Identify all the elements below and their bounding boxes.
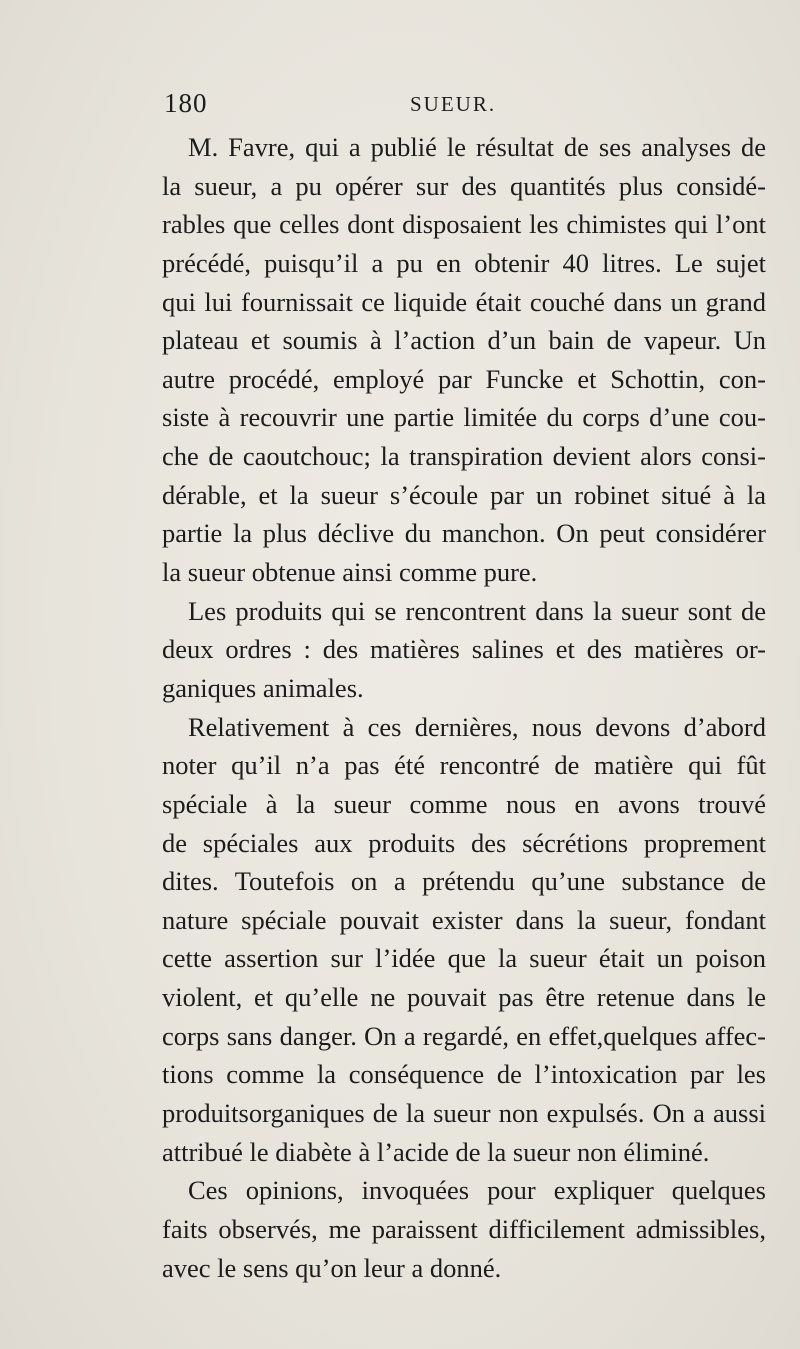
text-line: la sueur obtenue ainsi comme pure. — [162, 557, 538, 588]
running-head: SUEUR. — [410, 92, 497, 116]
text-line: avec le sens qu’on leur a donné. — [162, 1252, 502, 1283]
page-header — [164, 88, 764, 128]
text-line: corps sans danger. On a regardé, en effet,quelques affec- — [162, 1020, 766, 1051]
text-line: qui lui fournissait ce liquide était couché dans un grand — [162, 286, 766, 317]
text-line: attribué le diabète à l’acide de la sueur non éliminé. — [162, 1136, 710, 1167]
text-line: précédé, puisqu’il a pu en obtenir 40 litres. Le sujet — [162, 247, 766, 278]
paragraph-3 — [162, 708, 766, 1172]
text-line: rables que celles dont disposaient les chimistes qui l’ont — [162, 209, 766, 240]
text-line: partie la plus déclive du manchon. On peut considérer — [162, 518, 766, 549]
text-line: siste à recouvrir une partie limitée du corps d’une cou- — [162, 402, 766, 433]
text-line: che de caoutchouc; la transpiration devient alors consi- — [162, 441, 766, 472]
text-line: noter qu’il n’a pas été rencontré de matière qui fût — [162, 750, 766, 781]
text-line: de spéciales aux produits des sécrétions proprement — [162, 827, 766, 858]
text-line: deux ordres : des matières salines et des matières or- — [162, 634, 766, 665]
text-line: spéciale à la sueur comme nous en avons trouvé — [162, 788, 766, 819]
text-line: autre procédé, employé par Funcke et Schottin, con- — [162, 363, 766, 394]
paragraph-4 — [162, 1171, 766, 1287]
page-number: 180 — [164, 88, 208, 118]
text-line: nature spéciale pouvait exister dans la sueur, fondant — [162, 904, 766, 935]
text-line: ganiques animales. — [162, 672, 364, 703]
paragraph-2 — [162, 592, 766, 708]
text-line: plateau et soumis à l’action d’un bain de vapeur. Un — [162, 325, 766, 356]
text-line: Ces opinions, invoquées pour expliquer quelques — [188, 1175, 766, 1206]
text-line: produitsorganiques de la sueur non expulsés. On a aussi — [162, 1098, 766, 1129]
text-line: Les produits qui se rencontrent dans la sueur sont de — [188, 595, 766, 626]
text-line: violent, et qu’elle ne pouvait pas être retenue dans le — [162, 982, 766, 1013]
text-line: M. Favre, qui a publié le résultat de ses analyses de — [188, 132, 766, 162]
text-line: cette assertion sur l’idée que la sueur était un poison — [162, 943, 766, 974]
body-text — [162, 128, 766, 1287]
text-line: faits observés, me paraissent difficilement admissibles, — [162, 1213, 766, 1244]
text-line: Relativement à ces dernières, nous devons d’abord — [188, 711, 766, 742]
text-line: dites. Toutefois on a prétendu qu’une substance de — [162, 866, 766, 897]
paragraph-1 — [162, 128, 766, 592]
text-line: tions comme la conséquence de l’intoxication par les — [162, 1059, 766, 1090]
text-line: dérable, et la sueur s’écoule par un robinet situé à la — [162, 479, 766, 510]
text-line: la sueur, a pu opérer sur des quantités plus considé- — [162, 170, 766, 201]
